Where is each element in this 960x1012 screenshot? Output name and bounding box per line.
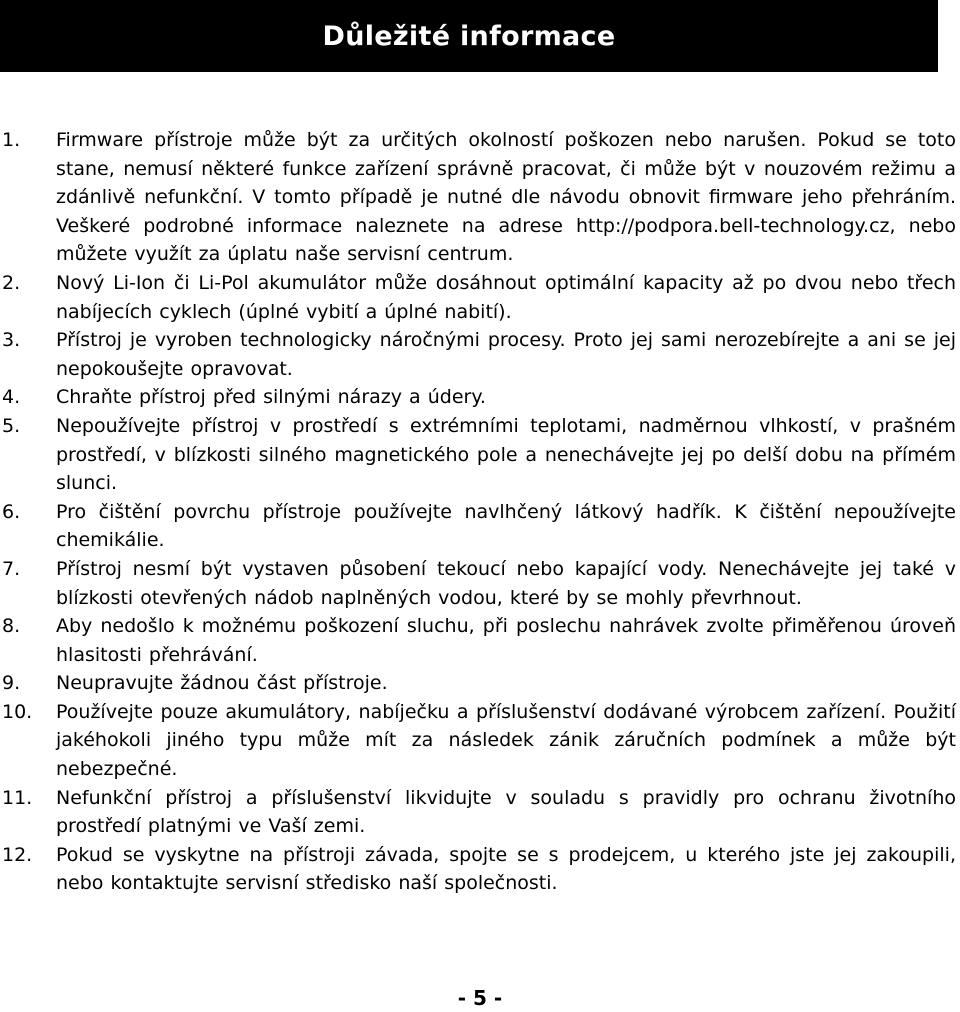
item-text: Používejte pouze akumulátory, nabíječku a příslušenství dodávané výrobcem zařízení. Použití jakéhokoli jiného typu může mít za následek zánik záručních podmínek a může být nebezpečné. <box>56 700 956 781</box>
page-title: Důležité informace <box>322 20 616 52</box>
item-text: Přístroj je vyroben technologicky náročnými procesy. Proto jej sami nerozebírejte a ani se jej nepokoušejte opravovat. <box>56 329 956 380</box>
item-text: Pokud se vyskytne na přístroji závada, spojte se s prodejcem, u kterého jste jej zakoupili, nebo kontaktujte servisní středisko naší společnosti. <box>56 843 956 895</box>
list-item <box>2 669 956 698</box>
item-text: Chraňte přístroj před silnými nárazy a údery. <box>56 386 486 409</box>
item-text: Nepoužívejte přístroj v prostředí s extrémními teplotami, nadměrnou vlhkostí, v prašném prostředí, v blízkosti silného magnetického pole a nenechávejte jej po delší dobu na přímém slunci. <box>56 414 956 495</box>
item-number: 10. <box>2 700 33 723</box>
item-text: Firmware přístroje může být za určitých okolností poškozen nebo narušen. Pokud se toto stane, nemusí některé funkce zařízení správně pracovat, či může být v nouzovém režimu a zdánlivě nefunkční. V tomto případě je nutné dle návodu obnovit firmware jeho přehráním. Veškeré podrobné informace naleznete na adrese http://podpora.bell-technology.cz, nebo můžete využít za úplatu naše servisní centrum. <box>56 129 956 266</box>
item-number: 5. <box>2 414 21 437</box>
item-number: 6. <box>2 500 21 523</box>
information-list <box>2 126 956 898</box>
title-bar <box>0 0 938 72</box>
item-text: Nefunkční přístroj a příslušenství likvidujte v souladu s pravidly pro ochranu životního prostředí platnými ve Vaší zemi. <box>56 786 956 838</box>
list-item <box>2 498 956 555</box>
list-item <box>2 383 956 412</box>
list-item <box>2 126 956 269</box>
page-number: - 5 - <box>457 986 503 1010</box>
list-item <box>2 841 956 898</box>
list-item <box>2 326 956 383</box>
item-number: 11. <box>2 786 33 809</box>
item-text: Nový Li-Ion či Li-Pol akumulátor může dosáhnout optimální kapacity až po dvou nebo třech nabíjecích cyklech (úplné vybití a úplné nabití). <box>56 271 956 323</box>
list-item <box>2 698 956 784</box>
item-text: Aby nedošlo k možnému poškození sluchu, při poslechu nahrávek zvolte přiměřenou úroveň hlasitosti přehrávání. <box>56 615 956 666</box>
item-number: 8. <box>2 615 21 638</box>
item-number: 2. <box>2 271 21 294</box>
list-item <box>2 784 956 841</box>
item-text: Přístroj nesmí být vystaven působení tekoucí nebo kapající vody. Nenechávejte jej také v blízkosti otevřených nádob naplněných vodou, které by se mohly převrhnout. <box>56 557 956 609</box>
list-item <box>2 269 956 326</box>
item-text: Neupravujte žádnou část přístroje. <box>56 672 388 695</box>
item-number: 9. <box>2 672 21 695</box>
item-number: 12. <box>2 843 33 866</box>
item-number: 1. <box>2 129 21 151</box>
item-number: 7. <box>2 557 21 580</box>
item-text: Pro čištění povrchu přístroje používejte navlhčený látkový hadřík. K čištění nepoužívejte chemikálie. <box>56 500 956 552</box>
list-item <box>2 555 956 612</box>
item-number: 4. <box>2 386 21 409</box>
list-item <box>2 412 956 498</box>
list-item <box>2 612 956 669</box>
item-number: 3. <box>2 329 21 352</box>
